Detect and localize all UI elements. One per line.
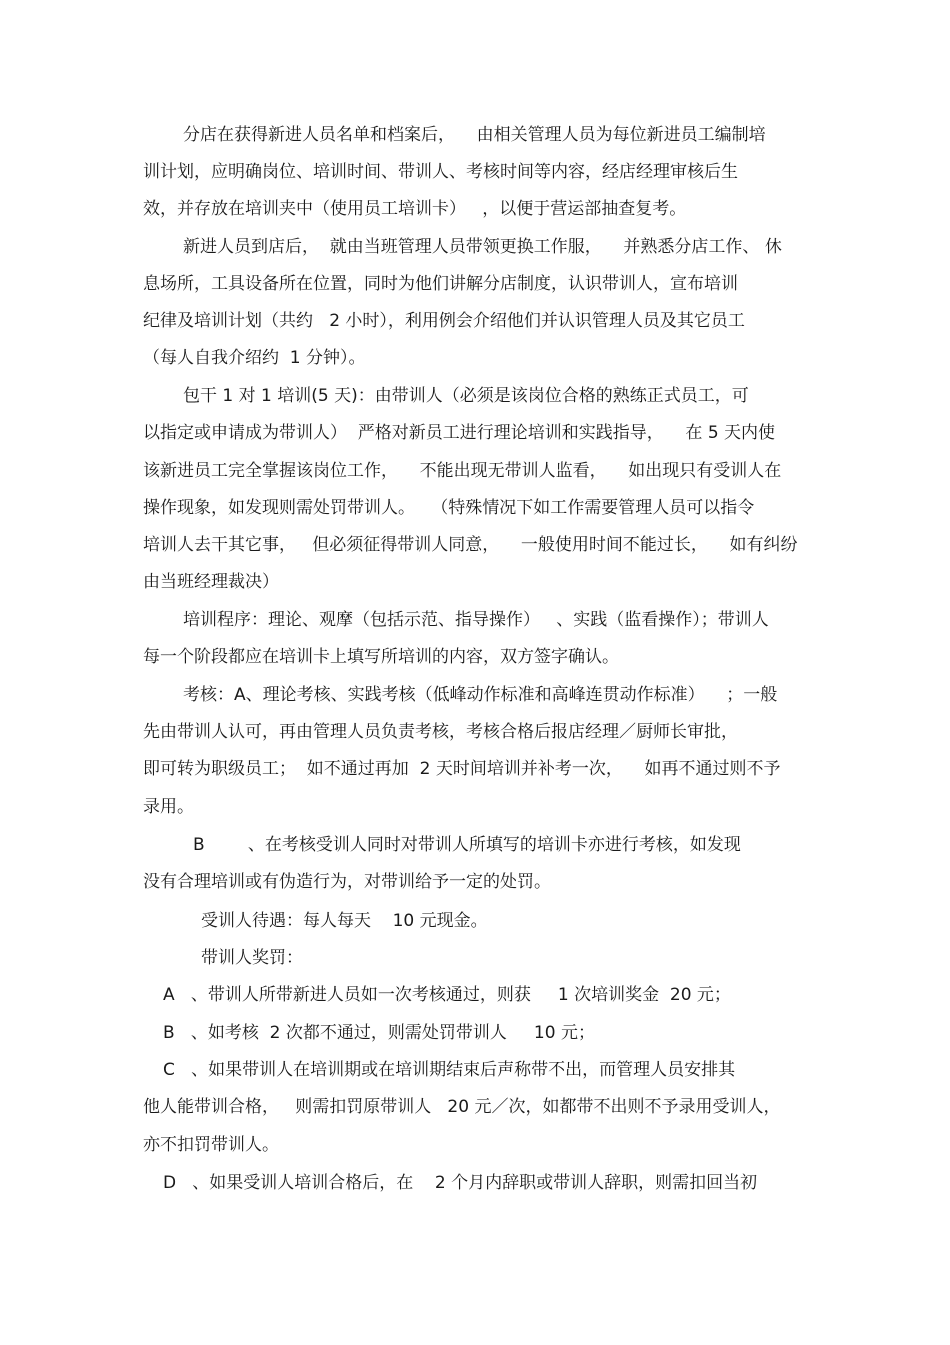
text-line: 他人能带训合格， 则需扣罚原带训人 20 元／次，如都带不出则不予录用受训人， bbox=[143, 1097, 781, 1117]
text-line: 亦不扣罚带训人。 bbox=[143, 1135, 279, 1155]
text-line: （每人自我介绍约 1 分钟）。 bbox=[143, 348, 366, 368]
text-line: 纪律及培训计划（共约 2 小时），利用例会介绍他们并认识管理人员及其它员工 bbox=[143, 311, 745, 331]
text-line: B 、如考核 2 次都不通过，则需处罚带训人 10 元； bbox=[163, 1023, 595, 1043]
text-line: 受训人待遇：每人每天 10 元现金。 bbox=[201, 911, 488, 931]
text-line: 由当班经理裁决） bbox=[143, 572, 279, 592]
text-line: 先由带训人认可，再由管理人员负责考核，考核合格后报店经理／厨师长审批， bbox=[143, 722, 738, 742]
text-line: 分店在获得新进人员名单和档案后， 由相关管理人员为每位新进员工编制培 bbox=[183, 125, 766, 145]
text-line: 操作现象，如发现则需处罚带训人。 （特殊情况下如工作需要管理人员可以指令 bbox=[143, 498, 755, 518]
text-line: 即可转为职级员工； 如不通过再加 2 天时间培训并补考一次， 如再不通过则不予 bbox=[143, 759, 781, 779]
text-line: 新进人员到店后， 就由当班管理人员带领更换工作服， 并熟悉分店工作、 休 bbox=[183, 237, 782, 257]
text-line: A 、带训人所带新进人员如一次考核通过，则获 1 次培训奖金 20 元； bbox=[163, 985, 731, 1005]
text-line: 每一个阶段都应在培训卡上填写所培训的内容，双方签字确认。 bbox=[143, 647, 619, 667]
text-line: D 、如果受训人培训合格后，在 2 个月内辞职或带训人辞职，则需扣回当初 bbox=[163, 1173, 758, 1193]
text-line: 带训人奖罚： bbox=[201, 948, 303, 968]
text-line: 培训人去干其它事， 但必须征得带训人同意， 一般使用时间不能过长， 如有纠纷 bbox=[143, 535, 798, 555]
text-line: B 、在考核受训人同时对带训人所填写的培训卡亦进行考核，如发现 bbox=[193, 835, 741, 855]
text-line: 录用。 bbox=[143, 797, 194, 817]
text-line: 以指定或申请成为带训人） 严格对新员工进行理论培训和实践指导， 在 5 天内使 bbox=[143, 423, 776, 443]
text-line: 该新进员工完全掌握该岗位工作， 不能出现无带训人监看， 如出现只有受训人在 bbox=[143, 461, 782, 481]
text-line: C 、如果带训人在培训期或在培训期结束后声称带不出，而管理人员安排其 bbox=[163, 1060, 736, 1080]
text-line: 包干 1 对 1 培训(5 天)：由带训人（必须是该岗位合格的熟练正式员工，可 bbox=[183, 386, 749, 406]
text-line: 考核：A、理论考核、实践考核（低峰动作标准和高峰连贯动作标准） ；一般 bbox=[183, 685, 778, 705]
text-line: 训计划，应明确岗位、培训时间、带训人、考核时间等内容，经店经理审核后生 bbox=[143, 162, 738, 182]
text-line: 没有合理培训或有伪造行为，对带训给予一定的处罚。 bbox=[143, 872, 551, 892]
text-line: 息场所，工具设备所在位置，同时为他们讲解分店制度，认识带训人，宣布培训 bbox=[143, 274, 738, 294]
text-line: 培训程序：理论、观摩（包括示范、指导操作） 、实践（监看操作）；带训人 bbox=[183, 610, 769, 630]
text-line: 效，并存放在培训夹中（使用员工培训卡） ，以便于营运部抽查复考。 bbox=[143, 199, 687, 219]
